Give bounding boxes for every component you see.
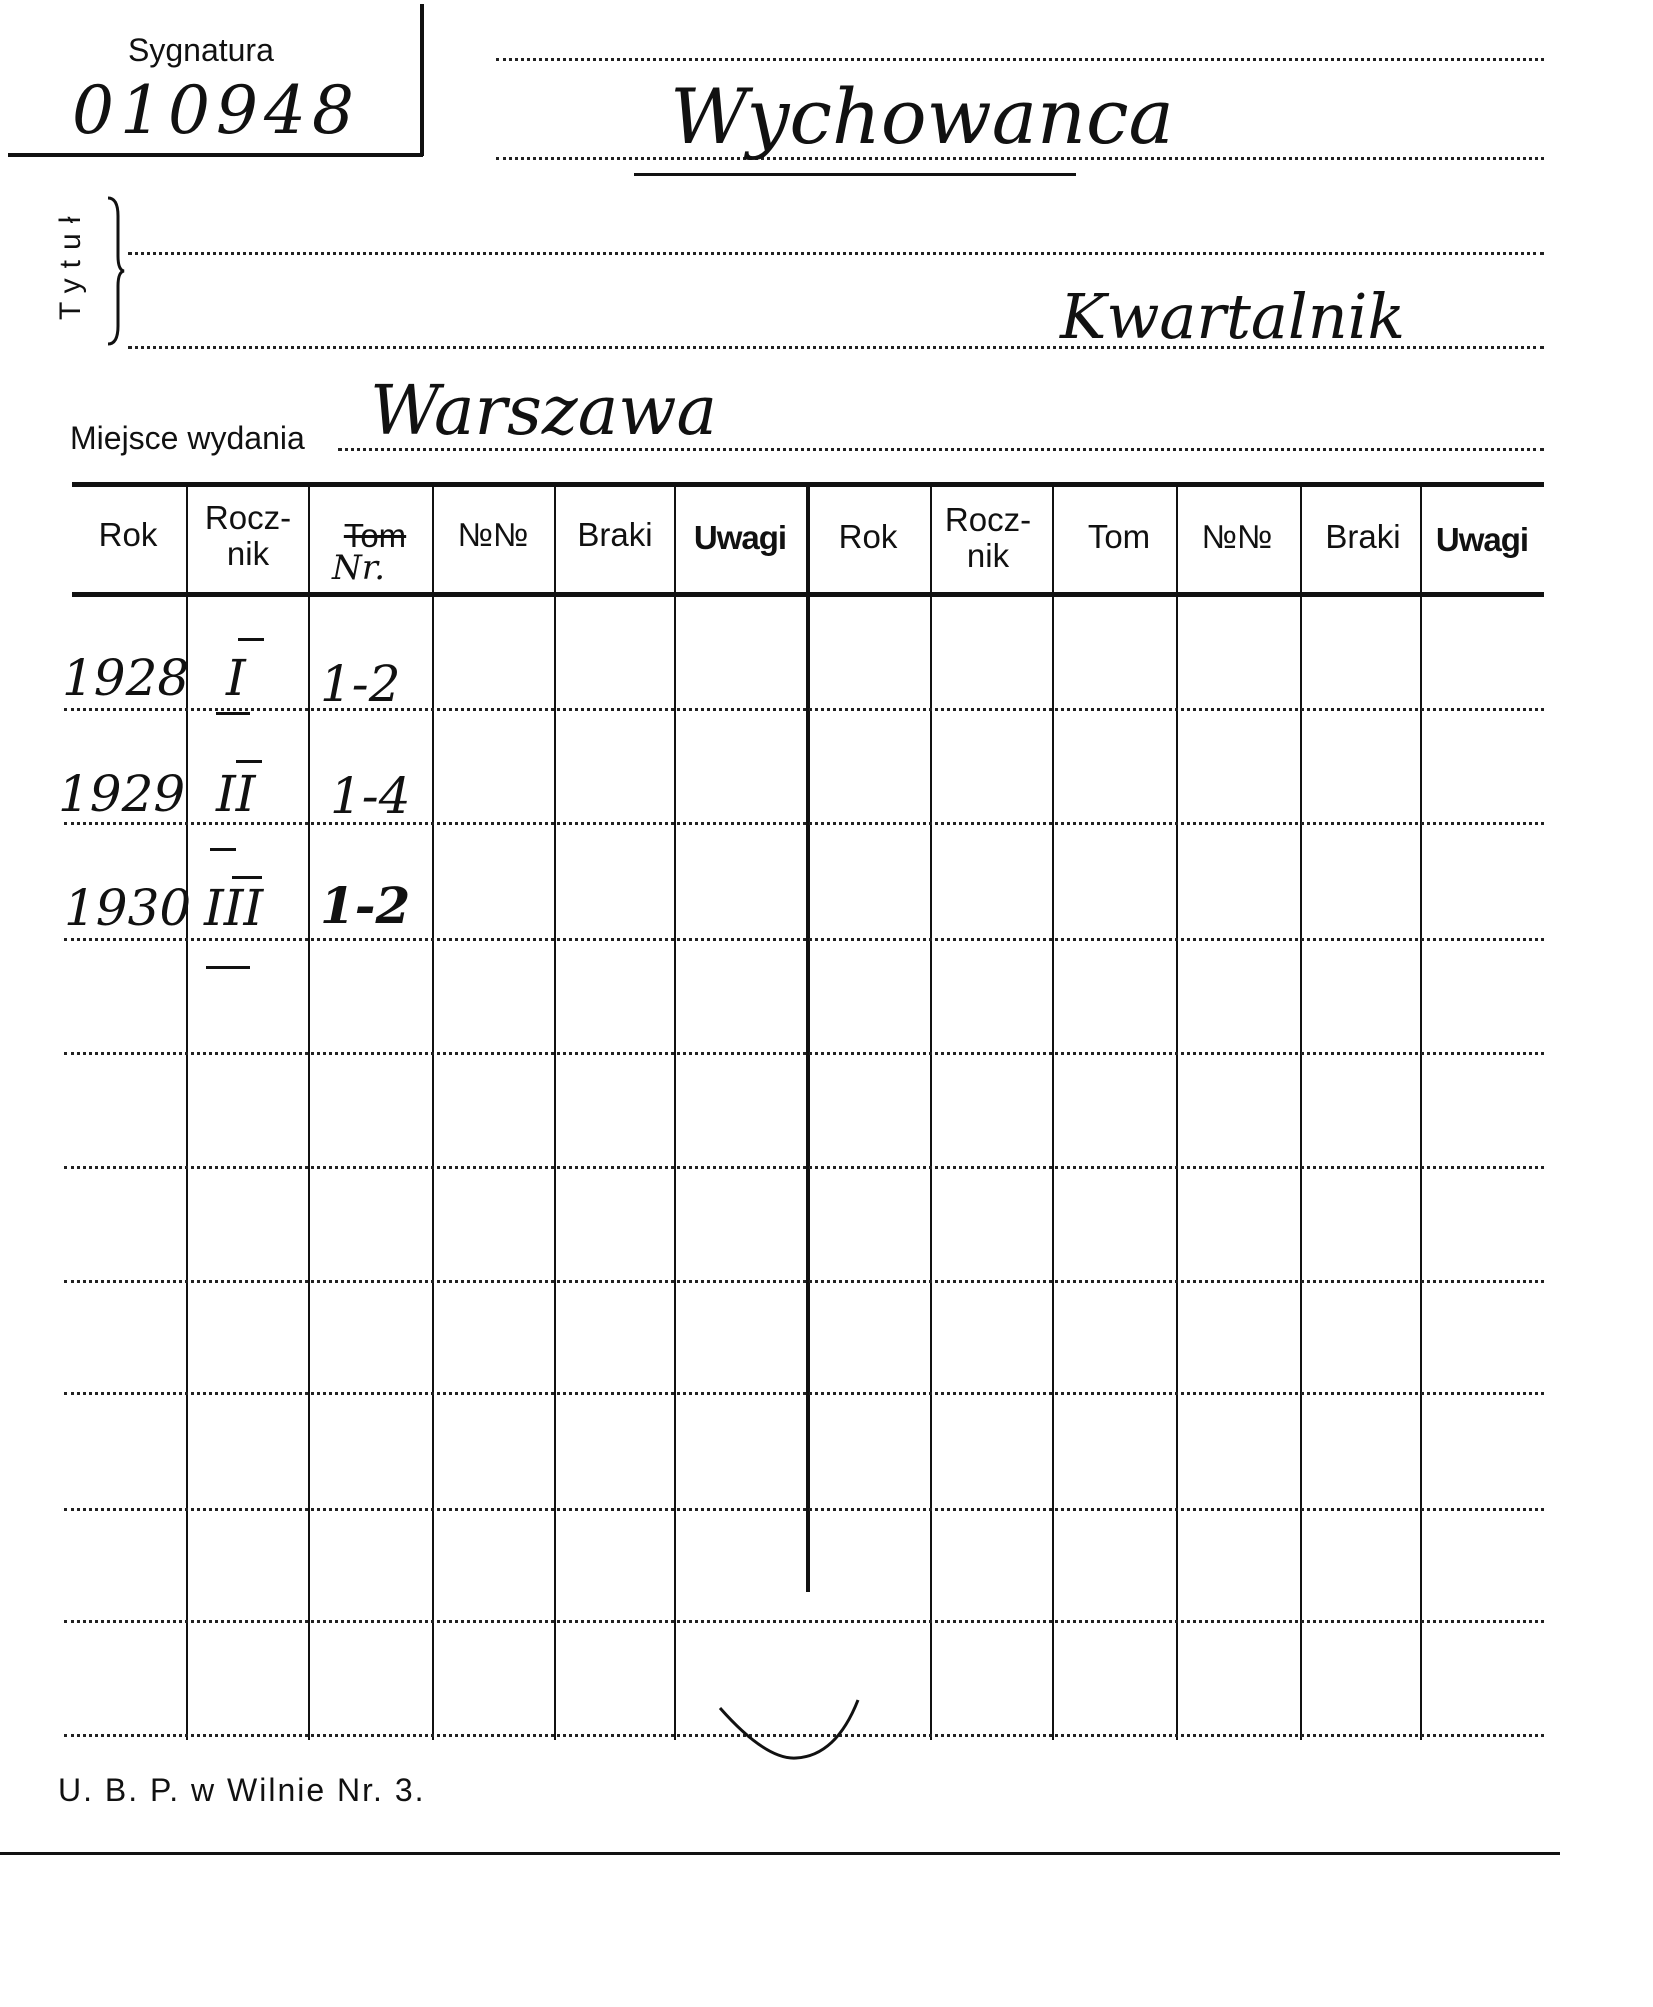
cell-rocznik: III — [204, 879, 264, 937]
rocznik-mark — [232, 876, 262, 879]
title-label: Tytuł — [54, 206, 87, 320]
signature-box-bottom-border — [8, 153, 423, 157]
cell-tom: 1-2 — [320, 876, 411, 935]
periodicity: Kwartalnik — [1060, 280, 1406, 353]
signature-label: Sygnatura — [128, 32, 274, 68]
punch-hole-mark — [706, 1640, 876, 1770]
column-divider — [1052, 484, 1054, 1740]
signature-box-right-border — [420, 4, 424, 156]
column-divider — [674, 484, 676, 1740]
rocznik-mark — [210, 848, 236, 851]
card-bottom-edge — [0, 1852, 1560, 1855]
center-divider — [806, 484, 810, 1592]
row-line — [64, 1052, 1544, 1055]
header-rocznik-right: Rocz- nik — [944, 501, 1032, 574]
row-line — [64, 1508, 1544, 1511]
cell-rok: 1928 — [62, 649, 190, 707]
column-divider — [432, 484, 434, 1740]
header-tom-struck: Tom — [343, 517, 407, 554]
column-divider — [308, 484, 310, 1740]
cell-rocznik: I — [226, 649, 246, 707]
rocznik-mark — [216, 712, 250, 715]
column-divider — [554, 484, 556, 1740]
row-line — [64, 938, 1544, 941]
header-rocznik: Rocz- nik — [204, 499, 292, 572]
cell-tom: 1-2 — [320, 655, 401, 713]
row-line — [64, 1620, 1544, 1623]
cell-rok: 1930 — [64, 879, 192, 937]
header-braki: Braki — [577, 516, 653, 553]
header-braki-right: Braki — [1325, 518, 1401, 555]
main-title: Wychowanca — [670, 72, 1174, 161]
column-divider — [1176, 484, 1178, 1740]
place-value: Warszawa — [370, 372, 718, 451]
header-rok: Rok — [98, 516, 158, 553]
rocznik-mark — [206, 966, 250, 969]
header-uwagi-right: Uwagi — [1435, 521, 1529, 558]
header-numery-right: №№ — [1201, 518, 1273, 555]
footer-imprint: U. B. P. w Wilnie Nr. 3. — [58, 1772, 426, 1808]
rocznik-mark — [238, 638, 264, 641]
signature-value: 010948 — [72, 72, 360, 149]
place-label: Miejsce wydania — [70, 420, 305, 456]
cell-tom: 1-4 — [330, 767, 411, 825]
header-rok-right: Rok — [838, 518, 898, 555]
row-line — [64, 822, 1544, 825]
row-line — [64, 1166, 1544, 1169]
row-line — [64, 708, 1544, 711]
rocznik-mark — [236, 760, 262, 763]
title-line-1 — [496, 58, 1544, 61]
column-divider — [1420, 484, 1422, 1740]
row-line — [64, 1280, 1544, 1283]
main-title-underline — [634, 173, 1076, 176]
title-brace-icon — [104, 196, 126, 346]
row-line — [64, 1392, 1544, 1395]
header-numery: №№ — [457, 516, 529, 553]
cell-rok: 1929 — [58, 765, 186, 823]
header-uwagi: Uwagi — [693, 519, 787, 556]
header-tom-correction: Nr. — [332, 548, 386, 588]
cell-rocznik: II — [216, 765, 256, 823]
column-divider — [930, 484, 932, 1740]
header-tom-right: Tom — [1087, 518, 1151, 555]
title-line-3 — [128, 252, 1544, 255]
column-divider — [1300, 484, 1302, 1740]
